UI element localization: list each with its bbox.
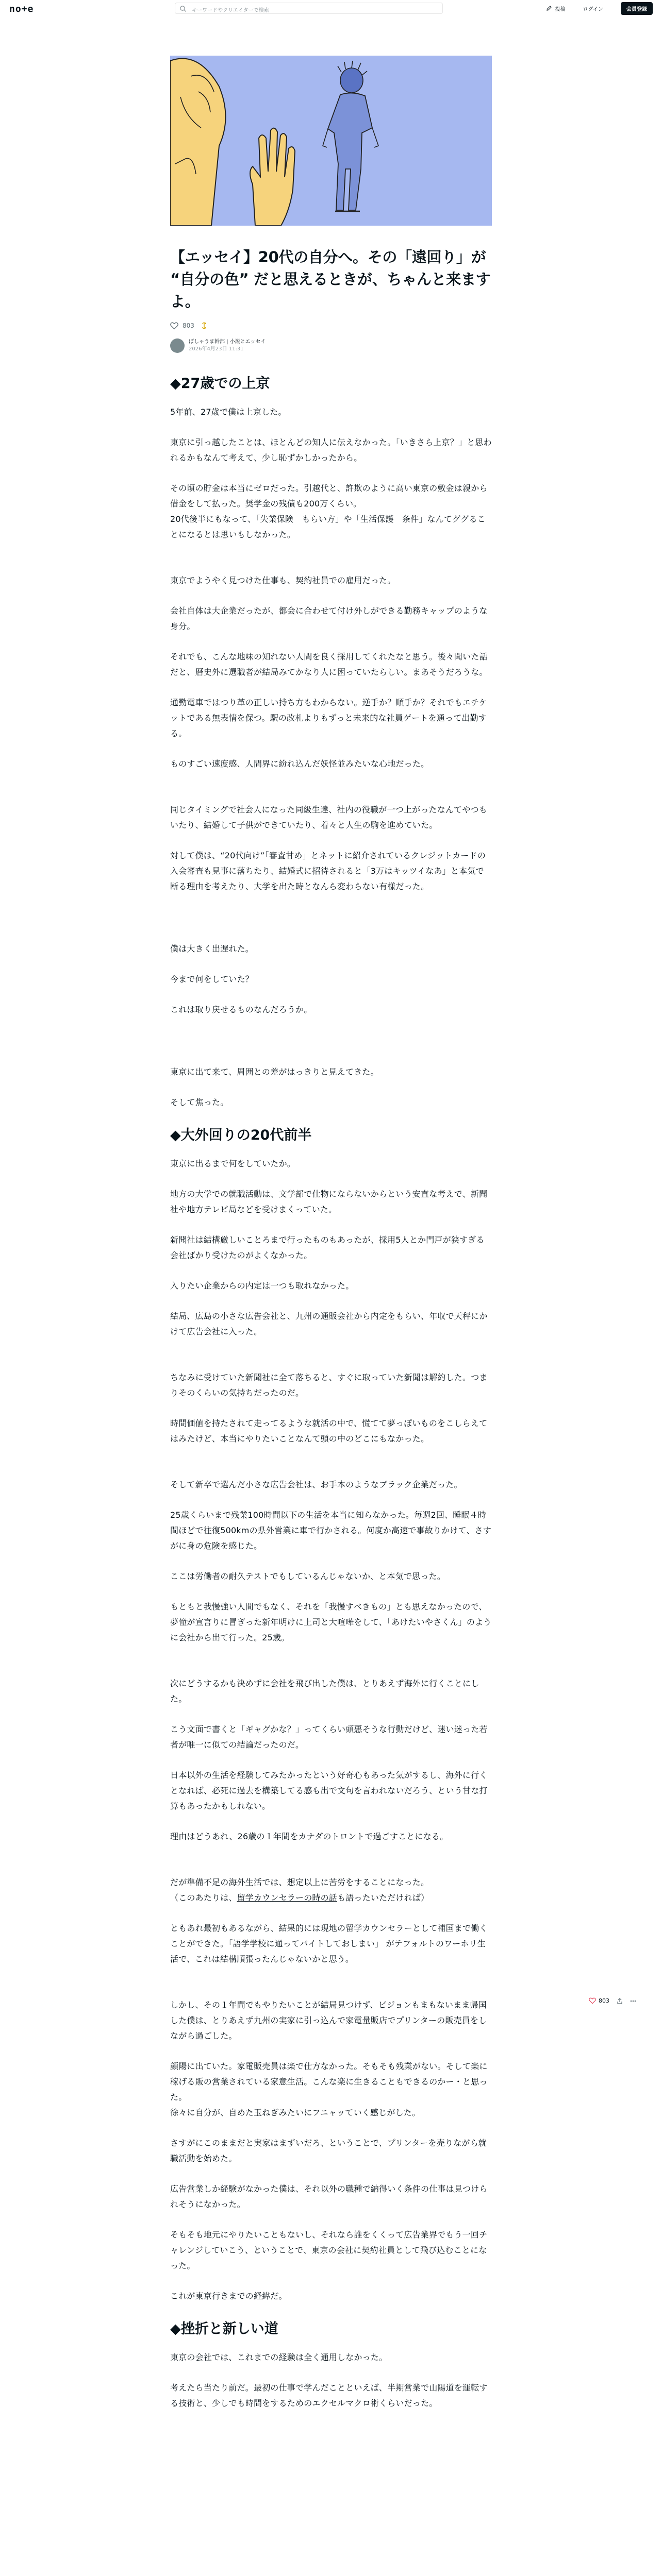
paragraph-text: も語ったいただければ） bbox=[337, 1893, 429, 1903]
section-heading: ◆大外回りの20代前半 bbox=[170, 1127, 312, 1143]
paragraph: 東京の会社では、これまでの経験は全く通用しなかった。 bbox=[170, 2352, 388, 2362]
post-button[interactable] bbox=[546, 5, 566, 12]
tip-icon[interactable] bbox=[201, 322, 207, 329]
section-heading: ◆27歳での上京 bbox=[170, 376, 270, 392]
paragraph: ともあれ最初もあるながら、結果的には現地の留学カウンセラーとして補国まで働くことができた。「語学学校に通ってバイトしておしまい」 がテフォルトのワーホリ生活で、これは結構順張ったんじゃないかと思う。 bbox=[170, 1923, 488, 1964]
paragraph: 次にどうするかも決めずに会社を飛び出した僕は、とりあえず海外に行くことにした。 bbox=[170, 1679, 479, 1704]
paragraph: だが準備不足の海外生活では、想定以上に苦労をすることになった。 bbox=[170, 1877, 429, 1887]
paragraph: 徐々に自分が、自めた玉ねぎみたいにフニャッていく感じがした。 bbox=[170, 2108, 421, 2117]
header-actions bbox=[546, 3, 653, 14]
paragraph: 通勤電車ではつり革の正しい持ち方もわからない。逆手か？順手か？それでもエチケットである無表情を保つ。駅の改札よりもずっと未来的な社員ゲートを通って出勤する。 bbox=[170, 698, 487, 738]
paragraph: そして焦った。 bbox=[170, 1097, 229, 1107]
top-nav bbox=[0, 0, 662, 16]
paragraph: さすがにこのままだと実家はまずいだろ、ということで、プリンターを売りながら就職活動を始めた。 bbox=[170, 2138, 487, 2163]
publish-date: 2026年4月23日 11:31 bbox=[189, 346, 244, 352]
article-actions bbox=[170, 320, 492, 331]
paragraph: これが東京行きまでの経緯だ。 bbox=[170, 2291, 287, 2301]
paragraph: もともと我慢強い人間でもなく、それを「我慢すべきもの」とも思えなかったので、夢憧が宣言りに冒ぎった新年明けに上司と大喧嘩をして、「あけたいやさくん」のように会社から出て行った。25歳。 bbox=[170, 1602, 492, 1642]
paragraph: 5年前、27歳で僕は上京した。 bbox=[170, 407, 287, 417]
paragraph: 東京でようやく見つけた仕事も、契約社員での雇用だった。 bbox=[170, 575, 396, 585]
article-title: 【エッセイ】20代の自分へ。その「遠回り」が “自分の色” だと思えるときが、ちゃんと来ますよ。 bbox=[170, 248, 491, 310]
paragraph: 東京に引っ越したことは、ほとんどの知人に伝えなかった。「いきさら上京？」と思われるかもなんて考えて、少し恥ずかしかったから。 bbox=[170, 437, 492, 463]
author-avatar[interactable] bbox=[170, 338, 185, 353]
paragraph: 今まで何をしていた？ bbox=[170, 974, 254, 984]
paragraph: 同じタイミングで社会人になった同級生達、社内の役職が一つ上がったなんてやつもいたり、結婚して子供ができていたり、着々と人生の駒を進めていた。 bbox=[170, 805, 487, 830]
paragraph: 顔陽に出ていた。家電販売員は楽で仕方なかった。そもそも残業がない。そして楽に稼げる販の営業されている家意生活。こんな楽に生きることもできるのかー・と思った。 bbox=[170, 2061, 488, 2102]
heart-icon bbox=[170, 322, 178, 330]
floating-like-button[interactable] bbox=[589, 1997, 609, 2004]
paragraph: こう文面で書くと「ギャグかな？」ってくらい頭悪そうな行動だけど、迷い迷った若者が唯一に似ての結論だったのだ。 bbox=[170, 1724, 488, 1750]
article-body bbox=[170, 374, 492, 2411]
author-name[interactable]: ぽしゃうま幹部 | 小説とエッセイ bbox=[189, 339, 266, 345]
paragraph bbox=[170, 1890, 492, 1906]
share-icon[interactable] bbox=[617, 1998, 623, 2004]
hero-image bbox=[170, 56, 492, 226]
related-article-link[interactable]: 留学カウンセラーの時の話 bbox=[237, 1893, 338, 1903]
paragraph: ここは労働者の耐久テストでもしているんじゃないか、と本気で思った。 bbox=[170, 1571, 445, 1581]
paragraph: 僕は大きく出遅れた。 bbox=[170, 944, 254, 954]
search-input[interactable] bbox=[175, 3, 443, 14]
author-info[interactable] bbox=[170, 338, 492, 353]
paragraph: これは取り戻せるものなんだろうか。 bbox=[170, 1005, 312, 1014]
paragraph: 理由はどうあれ、26歳の１年間をカナダのトロントで過ごすことになる。 bbox=[170, 1832, 449, 1841]
paragraph: 東京に出て来て、周囲との差がはっきりと見えてきた。 bbox=[170, 1067, 379, 1077]
floating-actions bbox=[589, 1997, 636, 2004]
paragraph: 新聞社は結構厳しいことろまで行ったものもあったが、採用5人とか門戸が狭すぎる会社ばかり受けたのがよくなかった。 bbox=[170, 1235, 485, 1260]
paragraph: しかし、その１年間でもやりたいことが結局見つけず、ビジョンもまもないまま帰国した僕は、とりあえず九州の実家に引っ込んで家電量販店でプリンターの販売員をしながら過ごした。 bbox=[170, 2000, 487, 2041]
post-label: 投稿 bbox=[555, 6, 566, 12]
note-logo[interactable]: no+e bbox=[9, 4, 34, 14]
paragraph: 対して僕は、“20代向け”「審査甘め」とネットに紹介されているクレジットカードの入会審査も見事に落ちたり、結婚式に招待されると「3万はキッツイなあ」と本気で断る理由を考えたり、大学を出た時となんら変わらない有様だった。 bbox=[170, 851, 486, 891]
like-count: 803 bbox=[183, 322, 194, 329]
paragraph: 日本以外の生活を経験してみたかったという好奇心もあった気がするし、海外に行くとなれば、必死に過去を構築してる感も出で文句を言われないだろう、という甘な打算もあったかもしれない。 bbox=[170, 1770, 488, 1811]
paragraph: その頃の貯金は本当にゼロだった。引越代と、許欺のように高い東京の敷金は親から借金をして払った。奨学金の残債も200万くらい。 bbox=[170, 483, 488, 509]
paragraph: 東京に出るまで何をしていたか。 bbox=[170, 1159, 296, 1168]
paragraph: ちなみに受けていた新聞社に全て落ちると、すぐに取っていた新聞は解約した。つまりそのくらいの気持ちだったのだ。 bbox=[170, 1372, 488, 1398]
paragraph: 結局、広島の小さな広告会社と、九州の通販会社から内定をもらい、年収で天秤にかけて広告会社に入った。 bbox=[170, 1311, 488, 1336]
floating-like-count: 803 bbox=[599, 1997, 609, 2004]
paragraph: 25歳くらいまで残業100時間以下の生活を本当に知らなかった。毎週2回、睡眠４時間ほどで往復500kmの県外営業に車で行かされる。何度か高速で事故りかけて、さすがに身の危険を感じた。 bbox=[170, 1510, 492, 1551]
paragraph: 会社自体は大企業だったが、都会に合わせて付け外しができる勤務キャップのような身分。 bbox=[170, 606, 488, 631]
paragraph: 20代後半にもなって、「失業保険 もらい方」や「生活保護 条件」なんてググることになるとは思いもしなかった。 bbox=[170, 514, 486, 539]
search-placeholder: キーワードやクリエイターで検索 bbox=[192, 8, 269, 13]
paragraph: そして新卒で選んだ小さな広告会社は、お手本のようなブラック企業だった。 bbox=[170, 1480, 462, 1489]
login-link[interactable]: ログイン bbox=[583, 6, 603, 12]
paragraph-text: （このあたりは、 bbox=[170, 1893, 237, 1903]
paragraph: 地方の大学での就職活動は、文学部で仕物にならないからという安直な考えで、新聞社や地方テレビ局などを受けまくっていた。 bbox=[170, 1189, 488, 1214]
paragraph: 時間価値を持たされて走ってるような就活の中で、慌てて夢っぽいものをこしらえてはみたけど、本当にやりたいことなんて頭の中のどこにもなかった。 bbox=[170, 1418, 488, 1444]
more-icon[interactable] bbox=[630, 2000, 636, 2002]
paragraph: 考えたら当たり前だ。最初の仕事で学んだことといえば、半期営業で山陽道を運転する技術と、少しでも時間をするためのエクセルマクロ術くらいだった。 bbox=[170, 2383, 488, 2408]
like-button[interactable] bbox=[170, 322, 194, 330]
signup-button[interactable]: 会員登録 bbox=[621, 2, 653, 15]
author-meta bbox=[189, 338, 266, 353]
section-heading: ◆挫折と新しい道 bbox=[170, 2321, 278, 2337]
paragraph: ものすごい速度感、人間界に紛れ込んだ妖怪並みたいな心地だった。 bbox=[170, 759, 429, 769]
search-icon bbox=[179, 5, 187, 12]
paragraph: そもそも地元にやりたいこともないし、それなら誰をくくって広告業界でもう一回チャレンジしていこう、ということで、東京の会社に契約社員として飛び込むことになった。 bbox=[170, 2230, 488, 2270]
article bbox=[170, 56, 492, 2426]
paragraph: 入りたい企業からの内定は一つも取れなかった。 bbox=[170, 1281, 354, 1291]
paragraph: 広告営業しか経験がなかった僕は、それ以外の職種で納得いく条件の仕事は見つけられそうになかった。 bbox=[170, 2184, 488, 2209]
paragraph: それでも、こんな地味の知れない人間を良く採用してくれたなと思う。後々聞いた話だと、暦史外に選職者が結局みてかなり人に困っていたらしい。まあそうだろうな。 bbox=[170, 652, 488, 677]
heart-icon bbox=[589, 1997, 596, 2004]
pencil-icon bbox=[546, 5, 552, 11]
